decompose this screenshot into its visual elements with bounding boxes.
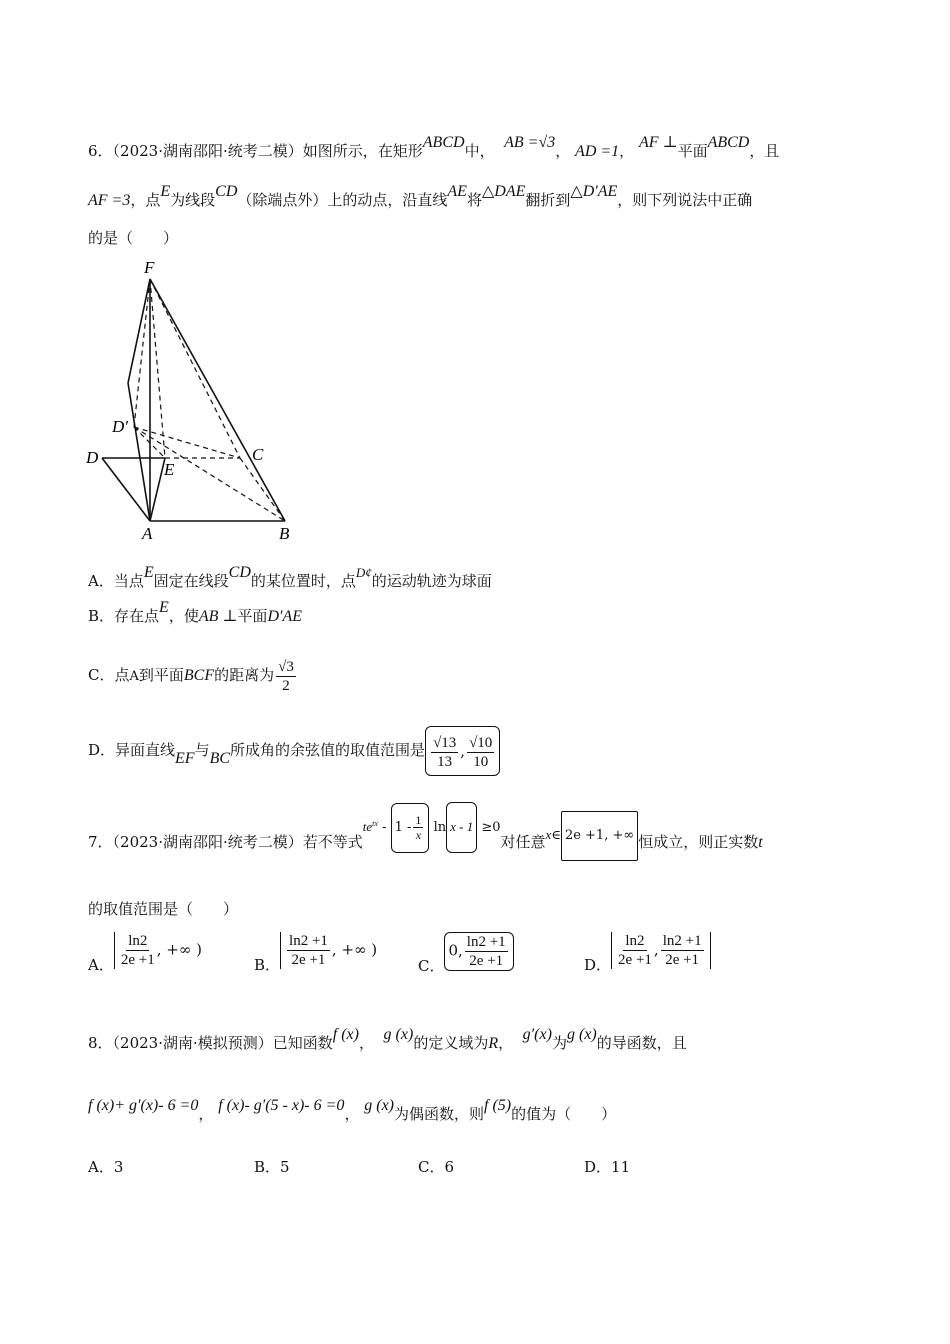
edge-EA [150,458,165,521]
q7-math: x∈ [545,827,561,842]
q6-math: EF [175,750,195,767]
denominator: 2e +1 [120,952,155,968]
fraction [276,658,296,695]
label-D: D [86,448,99,467]
denominator: 10 [473,753,489,770]
denominator: 2 [282,677,290,694]
q6-text: 的某位置时，点 [250,572,356,590]
q6-text: 为线段 [170,191,216,209]
label-F: F [144,258,155,277]
q6-math: E [159,599,169,616]
q6-math: AB ⊥ [198,608,238,625]
denominator: 13 [437,753,453,770]
interval: $\frac{\ln 2}{2e +1}$ , +∞ ) [114,932,206,969]
q8-text: 的导函数，且 [596,1034,687,1052]
q8-source: （2023·湖南·模拟预测） [112,1034,273,1052]
numerator: √3 [278,658,294,675]
q8-text: 为偶函数，则 [394,1105,485,1123]
q6-line3: 的是（ ） [88,229,179,247]
q6-text: 的运动轨迹为球面 [371,572,492,590]
q7-text: 恒成立，则正实数 [638,833,759,851]
q6-text: ，且 [749,142,780,160]
label-B: B [279,524,290,543]
denominator: 2e +1 [469,953,504,969]
interval-tail: , +∞ [331,940,367,959]
q6-source: （2023·湖南邵阳·统考二模） [112,142,303,160]
q6-text: （除端点外）上的动点，沿直线 [237,191,448,209]
q6-number: 6． [88,142,113,160]
numerator: ln2 +1 [289,933,328,949]
q7-line2: 的取值范围是（ ） [88,900,239,918]
q6-math: CD [228,564,251,581]
q6-text: ，点 [130,191,161,209]
q6-text: A．当点 [88,572,144,590]
option-label: B． [254,955,281,974]
q8-text: ， [198,1105,214,1123]
q7-math: - [377,820,391,835]
q7-math: ≥0 [481,820,501,835]
q6-math: AE [447,183,467,200]
q6-option-b[interactable] [88,599,303,627]
q6-math: BCF [183,667,215,684]
q8-math: f (5) [484,1097,512,1114]
q8-text: 已知函数 [272,1034,333,1052]
q6-text: 固定在线段 [153,572,229,590]
q7-math: t [758,834,763,851]
q6-text: ，使 [168,607,199,625]
edge-DA [102,458,150,521]
interval-head: 0, [448,941,463,960]
denominator: x [415,827,422,842]
q8-text: 为 [551,1034,567,1052]
q6-text: ，则下列说法中正确 [617,191,753,209]
q7-math: 1 - [394,819,412,835]
q6-text: ， [619,142,635,160]
q7-option-c[interactable] [418,932,514,975]
q6-text: 将 [466,191,482,209]
numerator: ln2 [128,933,148,949]
q8-math: g (x) [364,1097,394,1114]
q6-option-a[interactable] [88,564,492,592]
q6-text: 到平面 [138,666,184,684]
option-label: A． [88,955,114,974]
q7-line1 [88,812,763,868]
numerator: ln2 +1 [466,934,506,950]
q8-number: 8． [88,1034,113,1052]
q8-line1 [88,1026,687,1054]
q6-math: BC [209,750,231,767]
numerator: ln2 +1 [662,933,702,949]
option-label: C． [418,956,445,975]
q6-math: E [143,564,154,581]
interval [444,932,513,971]
q8-math: g′(x) [522,1026,552,1043]
interval: 2e +1, +∞ [561,811,638,861]
q7-text: 对任意 [500,833,546,851]
interval: $\frac{\ln 2}{2e +1}$ , $\frac{\ln 2 +1}{2e +1}$ [611,932,711,969]
q6-math: D′AE [267,608,303,625]
q7-domain [546,828,639,843]
q6-pyramid-figure [80,255,300,545]
q6-text: 的距离为 [214,666,275,684]
fraction [413,813,423,842]
q7-option-a[interactable] [88,932,206,974]
q8-text: ， [344,1105,360,1123]
q6-option-d[interactable] [88,726,500,776]
q7-math: tx [372,819,378,828]
q8-math: g (x) [383,1026,414,1043]
fraction [287,932,330,969]
q6-text: 平面 [237,607,268,625]
q6-math: ABCD [707,134,750,151]
paren [391,803,430,853]
edge-DpA [128,383,150,521]
q6-text: 所成角的余弦值的取值范围是 [230,741,426,759]
edge-FC [150,279,240,458]
q6-line1 [88,134,780,162]
q6-math: AF =3 [88,192,131,209]
q8-option-c[interactable]: C．6 [418,1158,455,1176]
interval: $\frac{√13}{13}$ , $\frac{√10}{10}$ [425,726,500,776]
q8-text: ， [358,1034,374,1052]
fraction [121,932,155,969]
q8-line2 [88,1097,617,1125]
q8-text: 的值为（ ） [511,1105,617,1123]
fraction [661,932,704,969]
q7-text: 若不等式 [302,833,363,851]
numerator: 1 [415,812,422,827]
q6-text: 翻折到 [525,191,571,209]
fraction [465,933,508,970]
label-C: C [252,445,264,464]
q6-math: D¢ [355,565,372,580]
q7-number: 7． [88,833,113,851]
edge-FDp [128,279,150,383]
q7-math: ln [433,820,447,835]
label-E: E [164,460,175,479]
q8-text: ， [498,1034,514,1052]
q8-option-b[interactable]: B．5 [254,1158,290,1176]
q8-option-d[interactable]: D．11 [584,1158,631,1176]
q6-text: ， [555,142,571,160]
q8-math: g (x) [566,1026,597,1043]
q8-math: R [488,1035,499,1052]
q6-math: CD [215,183,238,200]
q8-math: f (x) [332,1026,359,1043]
q6-math: △D′AE [570,183,618,200]
q8-math: f (x)+ g′(x)- 6 =0 [88,1097,199,1114]
q6-text: B．存在点 [88,607,160,625]
label-Dp: D′ [112,417,128,436]
q6-text: D．异面直线 [88,741,176,759]
numerator: √13 [433,734,457,751]
q8-option-a[interactable]: A．3 [88,1158,124,1176]
q6-math: ABCD [422,134,465,151]
edge-FDp2 [134,279,150,427]
q6-math: A [129,669,139,684]
q6-text: 如图所示，在矩形 [302,142,423,160]
numerator: ln2 [625,933,645,949]
q6-line2 [88,183,753,211]
q8-math: f (x)- g′(5 - x)- 6 =0 [218,1097,345,1114]
q6-text: C．点 [88,666,130,684]
fraction [467,734,494,771]
denominator: 2e +1 [291,952,326,968]
denominator: 2e +1 [665,952,700,968]
edge-FB [150,279,285,521]
q6-text: 平面 [677,142,708,160]
q7-source: （2023·湖南邵阳·统考二模） [112,833,303,851]
interval-tail: , +∞ [156,940,192,959]
label-A: A [142,524,153,543]
q7-option-b[interactable] [254,932,381,974]
paren [446,802,477,853]
interval: $\frac{\ln 2 +1}{2e +1}$ , +∞ ) [280,932,381,969]
numerator: √10 [469,734,493,751]
denominator: 2e +1 [618,952,652,968]
q7-inequality [362,812,501,842]
q6-option-c[interactable] [88,652,298,698]
q6-math: AB =√3 [504,134,556,151]
option-label: D． [584,955,612,974]
edge-FE [150,279,165,458]
q8-text: 的定义域为 [413,1034,489,1052]
edge-DpB [134,427,285,521]
q7-math: x - 1 [450,819,474,834]
q7-option-d[interactable] [584,932,711,974]
q6-math: E [160,183,171,200]
q6-math: △DAE [481,183,526,200]
q6-math: AF ⊥ [638,134,678,151]
q6-text: 与 [194,741,210,759]
fraction [618,932,652,969]
q6-text: 中， [464,142,495,160]
q7-math: te [362,819,373,834]
fraction [431,734,458,771]
q6-math: AD =1 [575,143,620,160]
edge-CB [240,458,285,521]
